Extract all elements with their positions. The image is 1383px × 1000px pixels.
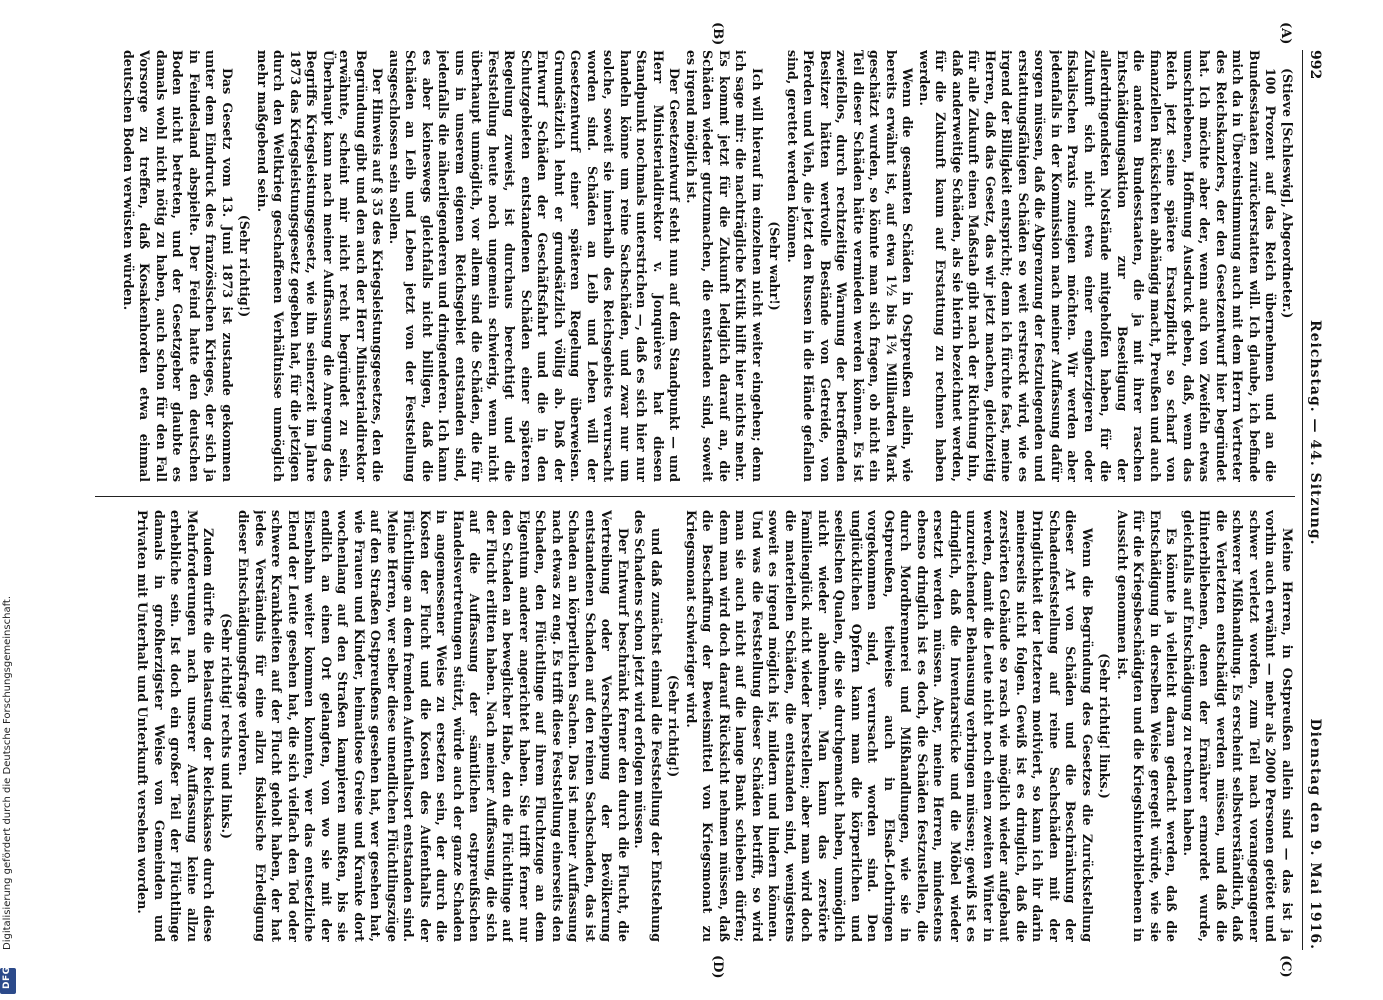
page-number: 992: [1307, 50, 1323, 80]
newspaper-sheet: [75, 22, 1325, 979]
interjection: (Sehr richtig! links.): [1097, 653, 1113, 799]
dfg-logo: [0, 968, 16, 994]
session-date: Dienstag den 9. Mai 1916.: [1307, 718, 1323, 950]
margin-marker-b: (B): [710, 22, 725, 46]
paragraph: Zudem dürfte die Belastung der Reichskasse durch diese Mehrforderungen nach unserer Auffassung keine allzu erhebliche sein. Ist doch ein großer Teil der Flüchtlinge damals in großherzigster Weise von Gemeinden und Privaten mit Unterhalt und Unterkunft versehen worden.: [135, 510, 217, 942]
paragraph: 100 Prozent auf das Reich übernehmen und an die Bundesstaaten zurückerstatten will. Ich glaube, ich befinde mich da in Übereinstimmung auch mit dem Herrn Vertreter des Reichskanzlers, der den Gesetzentwurf hier begründet hat. Ich möchte aber der, wenn auch von Zweifeln etwas umschriebenen, Hoffnung Ausdruck geben, daß, wenn das Reich jetzt seine spätere Ersatzpflicht so scharf von finanziellen Rücksichten abhängig macht, Preußen und auch die anderen Bundesstaaten, die ja mit ihrer raschen Entschädigungsaktion zur Beseitigung der allerdringendsten Notstände mitgeholfen haben, für die Zukunft sich nicht etwa einer engherzigeren oder fiskalischen Praxis zuneigen möchten. Wir werden aber jedenfalls in der Kommission nach meiner Auffassung dafür sorgen müssen, daß die Abgrenzung der festzulegenden und erstattungsfähigen Schäden so weit erstreckt wird, wie es irgend der Billigkeit entspricht; denn ich fürchte fast, meine Herren, daß das Gesetz, das wir jetzt machen, gleichzeitig für alle Zukunft einen Maßstab gibt nach der Richtung hin, daß anderweitige Schäden, als sie hierin bezeichnet werden, für die Zukunft kaum auf Erstattung zu rechnen haben werden.: [917, 50, 1279, 482]
dfg-logo-text: DFG: [2, 966, 12, 989]
paragraph: Wenn die Begründung des Gesetzes die Zurückstellung dieser Art von Schäden und die Beschränkung der Schadenfeststellung auf reine Sachschäden mit der Dringlichkeit der letzteren motiviert, so kann ich ihr darin meinerseits nicht folgen. Gewiß ist es dringlich, daß die zerstörten Gebäude so rasch wie möglich wieder aufgebaut werden, damit die Leute nicht noch einen zweiten Winter in unzureichender Behausung verbringen müssen; gewiß ist es dringlich, daß die Inventarstücke und die Möbel wieder ersetzt werden müssen. Aber, meine Herren, mindestens ebenso dringlich ist es doch, die Schäden festzustellen, die durch Mordbrennerei und Mißhandlungen, wie sie in Ostpreußen, teilweise auch in Elsaß-Lothringen vorgekommen sind, verursacht worden sind. Den unglücklichen Opfern kann man die körperlichen und seelischen Qualen, die sie durchgemacht haben, unmöglich nicht wieder abnehmen. Man kann das zerstörte Familienglück nicht wieder herstellen; aber man wird doch die materiellen Schäden, die entstanden sind, wenigstens soweit es irgend möglich ist, mildern und lindern können. Und was die Feststellung dieser Schäden betrifft, so wird man sie auch nicht auf die lange Bank schieben dürfen; denn man wird doch darauf Rücksicht nehmen müssen, daß die Beschaffung der Beweismittel von Kriegsmonat zu Kriegsmonat schwieriger wird.: [684, 510, 1095, 942]
paragraph: und daß zunächst einmal die Feststellung der Entstehung des Schadens schon jetzt wird erfolgen müssen.: [632, 510, 664, 942]
paragraph: Wenn die gesamten Schäden in Ostpreußen allein, wie bereits erwähnt ist, auf etwa 1½ bis 1¾ Milliarden Mark geschätzt wurden, so könnte man sich fragen, ob nicht ein Teil dieser Schäden hätte vermieden werden können. Es ist zweifellos, durch rechtzeitige Warnung der betreffenden Besitzer hätten wertvolle Bestände von Getreide, von Pferden und Vieh, die jetzt den Russen in die Hände gefallen sind, gerettet werden können.: [785, 50, 916, 482]
paragraph: Der Hinweis auf § 35 des Kriegsleistungsgesetzes, den die Begründung gibt und den auch der Herr Ministerialdirektor erwähnte, scheint mir nicht recht begründet zu sein. Überhaupt kann nach meiner Auffassung die Anregung des Begriffs Kriegsleistungsgesetz, wie ihn seinerzeit im Jahre 1873 das Kriegsleistungsgesetz gegeben hat, für die jetzigen durch den Weltkrieg geschaffenen Verhältnisse unmöglich mehr maßgebend sein.: [255, 50, 386, 482]
digitization-sidebar: [0, 0, 16, 1000]
interjection: (Sehr richtig!): [237, 214, 253, 318]
session-title: Reichstag. — 44. Sitzung.: [1307, 320, 1323, 546]
funding-notice: Digitalisierung gefördert durch die Deutsche Forschungsgemeinschaft.: [2, 595, 13, 950]
paragraph: (Stieve [Schleswig], Abgeordneter.): [1280, 68, 1295, 319]
interjection: (Sehr richtig!): [666, 674, 682, 778]
paragraph: Der Gesetzentwurf steht nun auf dem Standpunkt — und Herr Ministerialdirektor v. Jonquières hat diesen Standpunkt nochmals unterstrichen —, daß es sich hier nur handeln könne um reine Sachschäden, und zwar nur um solche, soweit sie innerhalb des Reichsgebiets verursacht worden sind. Schäden an Leib und Leben will der Gesetzentwurf einer späteren Regelung überweisen. Grundsätzlich lehnt er grundsätzlich völlig ab. Daß der Entwurf Schäden der Geschäftsfahrt und die in den Schutzgebieten entstandenen Schäden einer späteren Regelung zuweist, ist durchaus berechtigt und die Feststellung heute noch ungemein schwierig, wenn nicht überhaupt unmöglich, vor allem sind die Schäden, die für uns in unserem eigenen Reichsgebiet entstanden sind, jedenfalls die näherliegenderen und dringenderen. Ich kann es aber keineswegs gleichfalls nicht billigen, daß die Schäden an Leib und Leben jetzt von der Feststellung ausgeschlossen sein sollen.: [387, 50, 683, 482]
margin-marker-c: (C): [1278, 955, 1293, 978]
left-column: [85, 50, 1295, 482]
paragraph: Das Gesetz vom 13. Juni 1873 ist zustande gekommen unter dem Eindruck des französischen Krieges, der sich ja in Feindesland abspielte. Der Feind hatte den deutschen Boden nicht betreten, und der Gesetzgeber glaubte es damals wohl nicht nötig zu haben, auch schon für den Fall Vorsorge zu treffen, daß Kosakenhorden etwa einmal deutschen Boden verwüsten würden.: [121, 50, 235, 482]
interjection: (Sehr wahr!): [767, 221, 783, 311]
paragraph: Der Entwurf beschränkt ferner den durch die Flucht, die Vertreibung oder Verschleppung der Bevölkerung entstandenen Schaden auf den reinen Sachschaden, das ist Schaden an körperlichen Sachen. Das ist meiner Auffassung nach etwas zu eng. Es trifft diese Feststellung einerseits den Schaden, den Flüchtlinge auf ihrem Fluchtzuge an dem Eigentum anderer angerichtet haben. Sie trifft ferner nur den Schaden an beweglicher Habe, den die Flüchtlinge auf der Flucht erlitten haben. Nach meiner Auffassung, die sich auf die Auffassung der sämtlichen ostpreußischen Handelsvertretungen stützt, würde auch der ganze Schaden in angemessener Weise zu ersetzen sein, der durch die Kosten der Flucht und die Kosten des Aufenthalts der Flüchtlinge an dem fremden Aufenthaltsort entstanden sind. Meine Herren, wer selber diese unendlichen Flüchtlingszüge auf den Straßen Ostpreußens gesehen hat, wer gesehen hat, wie Frauen und Kinder, heimatlose Greise und Kranke dort wochenlang auf den Straßen kampieren mußten, bis sie endlich an einen Ort gelangten, von wo sie mit der Eisenbahn weiter kommen konnten, wer das entsetzliche Elend der Leute gesehen hat, die sich vielfach den Tod oder schwere Krankheiten auf der Flucht geholt haben, der hat jedes Verständnis für eine allzu fiskalische Erledigung dieser Entschädigungsfrage verloren.: [236, 510, 631, 942]
page-header: [1302, 50, 1325, 950]
column-divider: [95, 496, 1295, 497]
margin-marker-d: (D): [710, 955, 725, 979]
paragraph: Es könnte ja vielleicht daran gedacht werden, daß die Entschädigung in derselben Weise geregelt würde, wie sie für die Kriegsbeschädigten und die Kriegshinterbliebenen in Aussicht genommen ist.: [1115, 510, 1180, 942]
right-column: [85, 510, 1295, 942]
margin-marker-a: (A): [1278, 22, 1293, 45]
paragraph: Meine Herren, in Ostpreußen allein sind — das ist ja vorhin auch erwähnt — mehr als 2000 Personen getötet und schwer verletzt worden, zum Teil nach vorangegangener schwerer Mißhandlung. Es erscheint selbstverständlich, daß die Verletzten entschädigt werden müssen, und daß die Hinterbliebenen, denen der Ernährer ermordet wurde, gleichfalls auf Entschädigung zu rechnen haben.: [1181, 510, 1295, 942]
paragraph: Ich will hierauf im einzelnen nicht weiter eingehen; denn ich sage mir: die nachträgliche Kritik hilft hier nichts mehr. Es kommt jetzt für die Zukunft lediglich darauf an, die Schäden wieder gutzumachen, die entstanden sind, soweit es irgend möglich ist.: [684, 50, 765, 482]
interjection: (Sehr richtig! rechts und links.): [219, 613, 234, 839]
